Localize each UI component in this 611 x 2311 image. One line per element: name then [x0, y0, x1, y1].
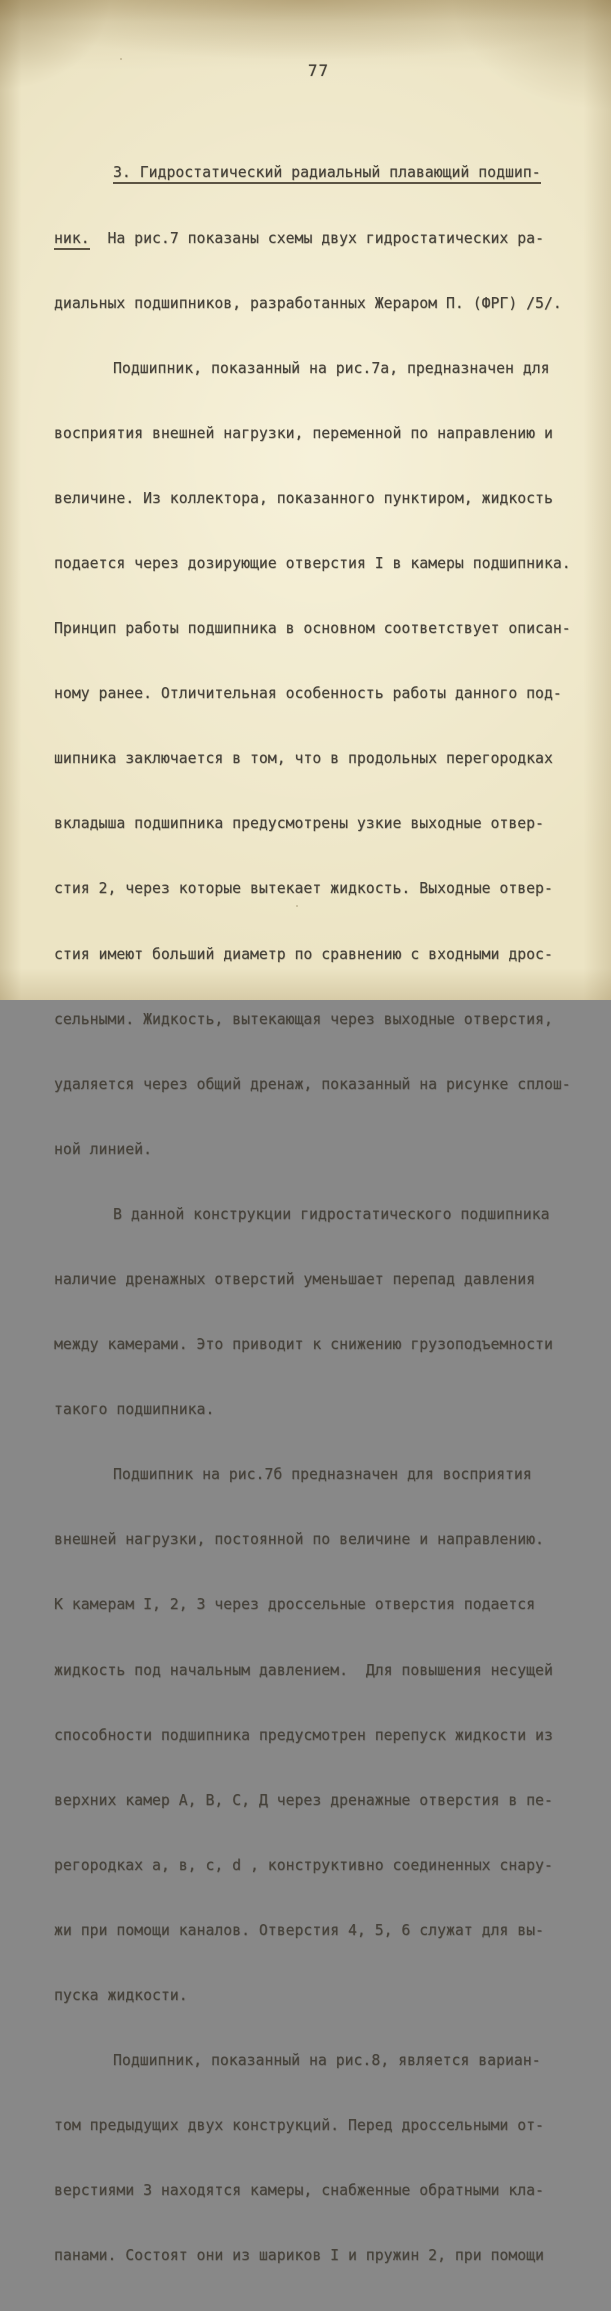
heading-continuation-line	[54, 228, 576, 250]
text-line: Принцип работы подшипника в основном соответствует описан-	[54, 620, 571, 638]
text-line: панами. Состоят они из шариков I и пружин 2, при помощи	[54, 2247, 544, 2265]
text-line: том предыдущих двух конструкций. Перед дроссельными от-	[54, 2117, 544, 2135]
text-line: между камерами. Это приводит к снижению грузоподъемности	[54, 1336, 553, 1354]
heading-underlined-text: 3. Гидростатический радиальный плавающий подшип-	[113, 164, 541, 184]
text-line: стия имеют больший диаметр по сравнению с входными дрос-	[54, 945, 553, 963]
text-line: удаляется через общий дренаж, показанный на рисунке сплош-	[54, 1075, 571, 1093]
paper-speck	[455, 893, 458, 896]
text-line: Подшипник на рис.7б предназначен для восприятия	[113, 1466, 532, 1484]
text-line: внешней нагрузки, постоянной по величине и направлению.	[54, 1531, 544, 1549]
text-line: верстиями 3 находятся камеры, снабженные обратными кла-	[54, 2182, 544, 2200]
text-line: Подшипник, показанный на рис.7а, предназначен для	[113, 359, 550, 377]
page-number: 77	[307, 61, 330, 80]
text-line: восприятия внешней нагрузки, переменной по направлению и	[54, 424, 553, 442]
text-line: величине. Из коллектора, показанного пунктиром, жидкость	[54, 489, 553, 507]
text-line: В данной конструкции гидростатического подшипника	[113, 1205, 550, 1223]
text-line: способности подшипника предусмотрен перепуск жидкости из	[54, 1726, 553, 1744]
text-line: ному ранее. Отличительная особенность работы данного под-	[54, 685, 562, 703]
text-line: сельными. Жидкость, вытекающая через выходные отверстия,	[54, 1010, 553, 1028]
text-line: жи при помощи каналов. Отверстия 4, 5, 6 служат для вы-	[54, 1921, 544, 1939]
text-line: подается через дозирующие отверстия I в камеры подшипника.	[54, 554, 571, 572]
text-line: диальных подшипников, разработанных Жераром П. (ФРГ) /5/.	[54, 294, 562, 312]
heading-continuation-underlined: ник.	[54, 230, 90, 250]
text-line: Подшипник, показанный на рис.8, является вариан-	[113, 2052, 541, 2070]
text-line: регородках а, в, с, d , конструктивно соединенных снару-	[54, 1856, 553, 1874]
text-line: ной линией.	[54, 1140, 152, 1158]
heading-line	[54, 162, 576, 184]
heading-continuation-rest: На рис.7 показаны схемы двух гидростатических ра-	[89, 229, 544, 247]
text-line: такого подшипника.	[54, 1401, 215, 1419]
text-line: жидкость под начальным давлением. Для повышения несущей	[54, 1661, 553, 1679]
paper-speck	[296, 905, 298, 907]
text-line: вкладыша подшипника предусмотрены узкие выходные отвер-	[54, 815, 544, 833]
text-line: верхних камер А, В, С, Д через дренажные отверстия в пе-	[54, 1791, 553, 1809]
text-line: стия 2, через которые вытекает жидкость. Выходные отвер-	[54, 880, 553, 898]
text-line: наличие дренажных отверстий уменьшает перепад давления	[54, 1271, 536, 1288]
text-line: пуска жидкости.	[54, 1987, 188, 2005]
page-text	[54, 119, 576, 2311]
text-line: шипника заключается в том, что в продольных перегородках	[54, 750, 553, 768]
paper-speck	[120, 58, 122, 60]
text-line: К камерам I, 2, 3 через дроссельные отверстия подается	[54, 1596, 536, 1614]
